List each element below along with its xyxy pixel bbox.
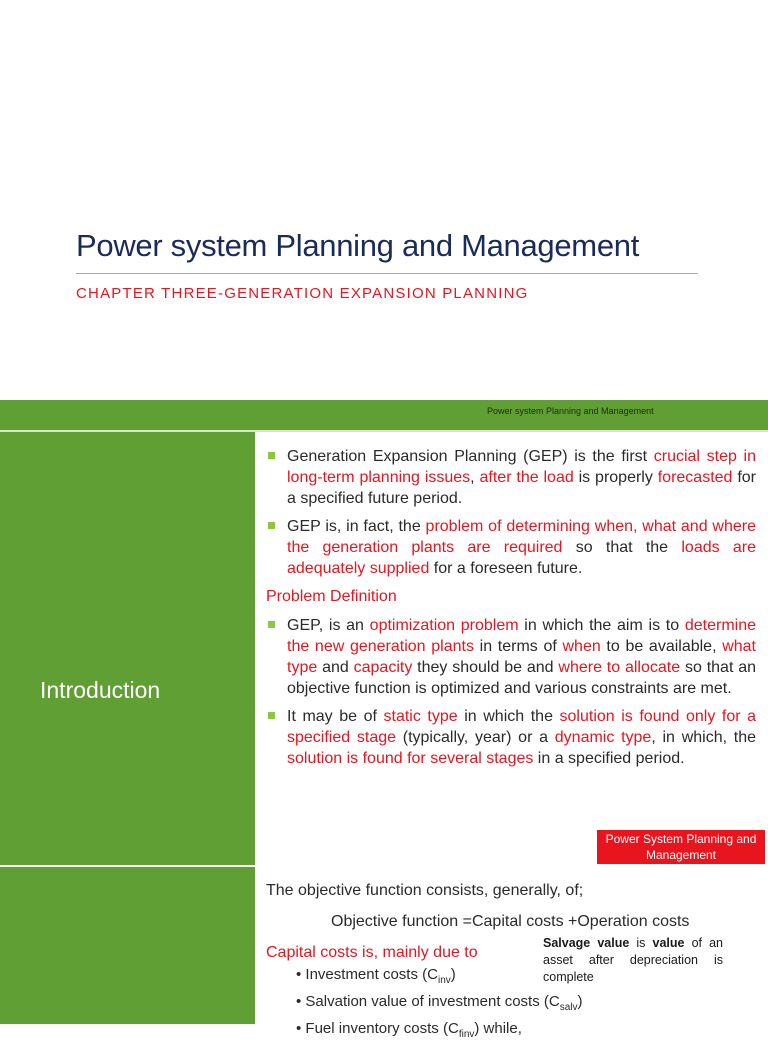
bullet-text: (typically, year) or a bbox=[396, 729, 555, 746]
bullet-text: to be available, bbox=[600, 638, 723, 655]
highlight-text: problem of determining when, what and where the generation plants are required bbox=[287, 518, 757, 556]
presentation-title: Power system Planning and Management bbox=[76, 228, 640, 263]
highlight-text: what type bbox=[287, 638, 756, 676]
bullet-text: they should be and bbox=[412, 659, 559, 676]
introduction-slide bbox=[0, 400, 768, 865]
bullet-text: , in which, the bbox=[651, 729, 757, 746]
slide-body bbox=[266, 446, 756, 776]
highlight-text: when bbox=[562, 638, 601, 655]
bullet-text: so that an objective function is optimized and various constraints are met. bbox=[287, 659, 757, 697]
highlight-text: where to allocate bbox=[558, 659, 681, 676]
bullet-text: for a specified future period. bbox=[287, 469, 756, 507]
highlight-text: static type bbox=[383, 708, 458, 725]
item-text: • Investment costs (C bbox=[296, 966, 438, 983]
highlight-text: loads are adequately supplied bbox=[287, 539, 757, 577]
header-band-text: Power system Planning and Management bbox=[487, 406, 654, 416]
objective-formula: Objective function =Capital costs +Operation costs bbox=[331, 913, 690, 930]
bullet-text: so that the bbox=[562, 539, 682, 556]
bullet-text: in which the bbox=[457, 708, 560, 725]
note-term: Salvage value bbox=[543, 936, 630, 950]
objective-function-slide bbox=[0, 865, 768, 1040]
bullet-static-dynamic bbox=[266, 706, 756, 769]
bullet-text: for a foreseen future. bbox=[429, 560, 583, 577]
list-item bbox=[296, 1018, 583, 1045]
objective-intro: The objective function consists, generally, of; bbox=[266, 882, 584, 899]
header-band bbox=[0, 400, 768, 430]
list-item bbox=[296, 964, 583, 991]
bullet-text: is properly bbox=[573, 469, 658, 486]
item-text: • Salvation value of investment costs (C bbox=[296, 993, 560, 1010]
note-term: value bbox=[652, 936, 685, 950]
section-panel bbox=[0, 432, 255, 865]
bullet-text: It may be of bbox=[287, 708, 384, 725]
item-text: • Fuel inventory costs (C bbox=[296, 1020, 459, 1037]
highlight-text: dynamic type bbox=[554, 729, 652, 746]
bullet-text: GEP, is an bbox=[287, 617, 370, 634]
bullet-text: Generation Expansion Planning (GEP) is the first bbox=[287, 448, 654, 465]
section-title: Introduction bbox=[40, 677, 161, 703]
item-subscript: finv bbox=[458, 1029, 475, 1040]
highlight-text: after the load bbox=[479, 469, 574, 486]
capital-costs-list bbox=[296, 964, 583, 1045]
note-text: is bbox=[629, 936, 653, 950]
item-subscript: salv bbox=[559, 1002, 578, 1013]
highlight-text: forecasted bbox=[657, 469, 733, 486]
bullet-text: GEP is, in fact, the bbox=[287, 518, 426, 535]
highlight-text: solution is found for several stages bbox=[287, 750, 534, 767]
highlight-text: optimization problem bbox=[369, 617, 519, 634]
capital-costs-heading: Capital costs is, mainly due to bbox=[266, 944, 478, 961]
item-text: ) bbox=[450, 966, 456, 983]
highlight-text: crucial step in long-term planning issues bbox=[287, 448, 756, 486]
bullet-text: in a specified period. bbox=[533, 750, 685, 767]
salvage-value-note bbox=[543, 935, 723, 986]
item-subscript: inv bbox=[437, 975, 451, 986]
item-text: ) while, bbox=[474, 1020, 522, 1037]
item-text: ) bbox=[577, 993, 583, 1010]
bullet-text: , bbox=[470, 469, 480, 486]
bullet-text: in terms of bbox=[473, 638, 563, 655]
course-tag: Power System Planning and Management bbox=[597, 830, 765, 864]
list-item bbox=[296, 991, 583, 1018]
chapter-subtitle: CHAPTER THREE-GENERATION EXPANSION PLANNING bbox=[76, 285, 529, 302]
bullet-gep-definition bbox=[266, 446, 756, 509]
highlight-text: capacity bbox=[353, 659, 413, 676]
highlight-text: solution is found only for a specified stage bbox=[287, 708, 757, 746]
bullet-text: in which the aim is to bbox=[518, 617, 685, 634]
bullet-text: and bbox=[317, 659, 354, 676]
section-panel bbox=[0, 867, 255, 1024]
problem-definition-heading: Problem Definition bbox=[266, 588, 397, 605]
bullet-optimization bbox=[266, 615, 756, 699]
note-text: of an asset after depreciation is complete bbox=[543, 936, 723, 984]
title-divider bbox=[76, 273, 698, 274]
highlight-text: determine the new generation plants bbox=[287, 617, 757, 655]
title-slide bbox=[0, 0, 768, 400]
bullet-gep-problem bbox=[266, 516, 756, 579]
